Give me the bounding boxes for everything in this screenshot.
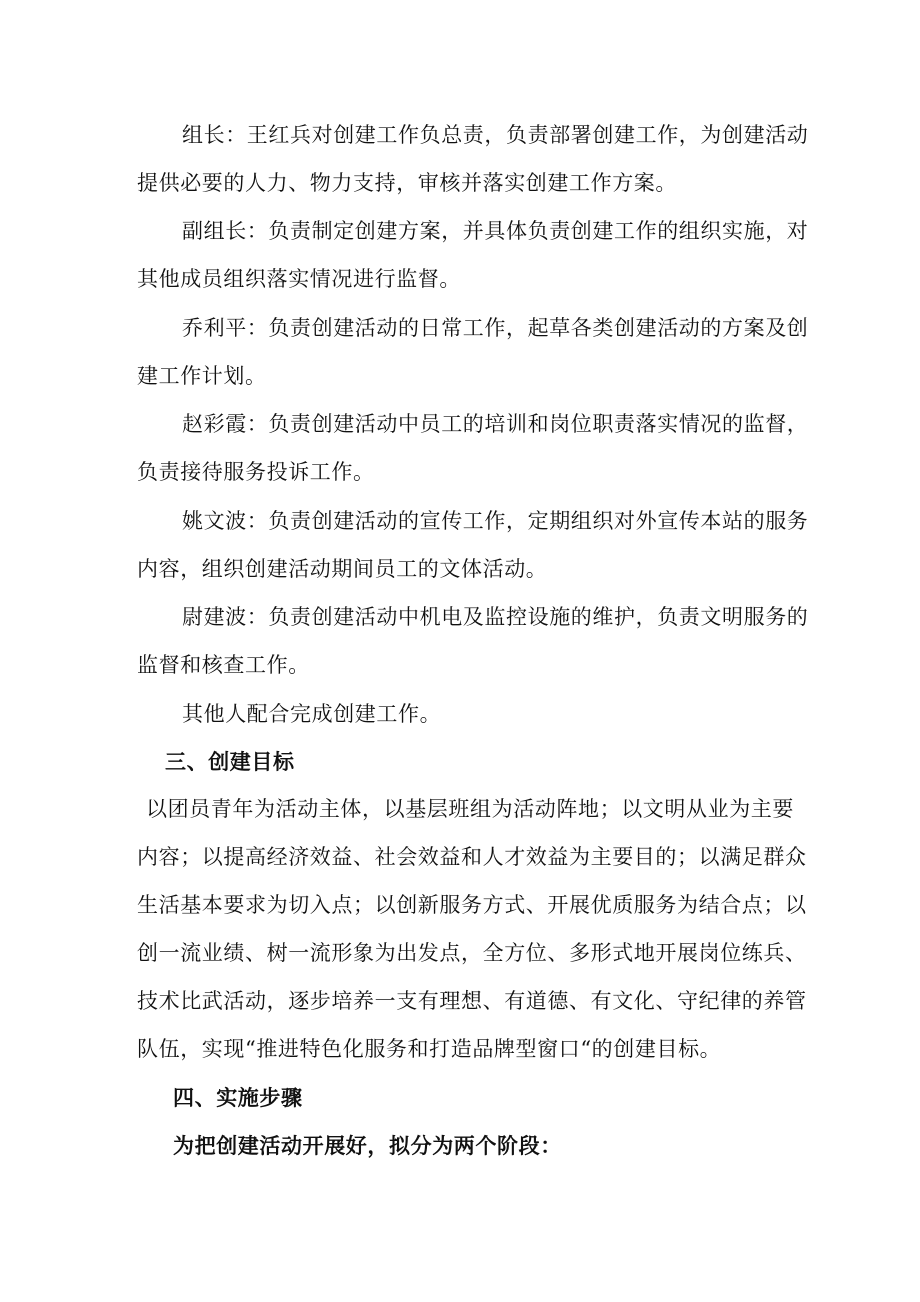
paragraph-line: 创一流业绩、树一流形象为出发点，全方位、多形式地开展岗位练兵、 xyxy=(137,941,807,965)
paragraph-line: 其他人配合完成创建工作。 xyxy=(182,702,442,726)
paragraph-line: 以团员青年为活动主体，以基层班组为活动阵地；以文明从业为主要 xyxy=(146,797,794,821)
paragraph-line: 建工作计划。 xyxy=(137,364,267,388)
paragraph-line: 内容；以提高经济效益、社会效益和人才效益为主要目的；以满足群众 xyxy=(137,845,807,869)
section-heading: 四、实施步骤 xyxy=(173,1085,303,1110)
paragraph-line: 副组长：负责制定创建方案，并具体负责创建工作的组织实施，对 xyxy=(182,219,809,243)
paragraph-line: 监督和核查工作。 xyxy=(137,653,310,677)
paragraph-line: 其他成员组织落实情况进行监督。 xyxy=(137,267,461,291)
paragraph-line: 内容，组织创建活动期间员工的文体活动。 xyxy=(137,557,548,581)
paragraph-line: 技术比武活动，逐步培养一支有理想、有道德、有文化、守纪律的养管 xyxy=(137,989,807,1013)
paragraph-line: 负责接待服务投诉工作。 xyxy=(137,460,375,484)
paragraph-line: 尉建波：负责创建活动中机电及监控设施的维护，负责文明服务的 xyxy=(182,605,809,629)
paragraph-line: 生活基本要求为切入点；以创新服务方式、开展优质服务为结合点；以 xyxy=(137,893,807,917)
paragraph-line: 队伍，实现“推进特色化服务和打造品牌型窗口“的创建目标。 xyxy=(137,1037,722,1061)
section-heading: 三、创建目标 xyxy=(165,749,295,774)
paragraph-line: 乔利平：负责创建活动的日常工作，起草各类创建活动的方案及创 xyxy=(182,316,809,340)
paragraph-line: 提供必要的人力、物力支持，审核并落实创建工作方案。 xyxy=(137,171,677,195)
paragraph-line: 赵彩霞：负责创建活动中员工的培训和岗位职责落实情况的监督， xyxy=(182,412,809,436)
intro-line: 为把创建活动开展好，拟分为两个阶段： xyxy=(173,1133,562,1158)
paragraph-line: 组长：王红兵对创建工作负总责，负责部署创建工作，为创建活动 xyxy=(182,123,809,147)
paragraph-line: 姚文波：负责创建活动的宣传工作，定期组织对外宣传本站的服务 xyxy=(182,509,809,533)
